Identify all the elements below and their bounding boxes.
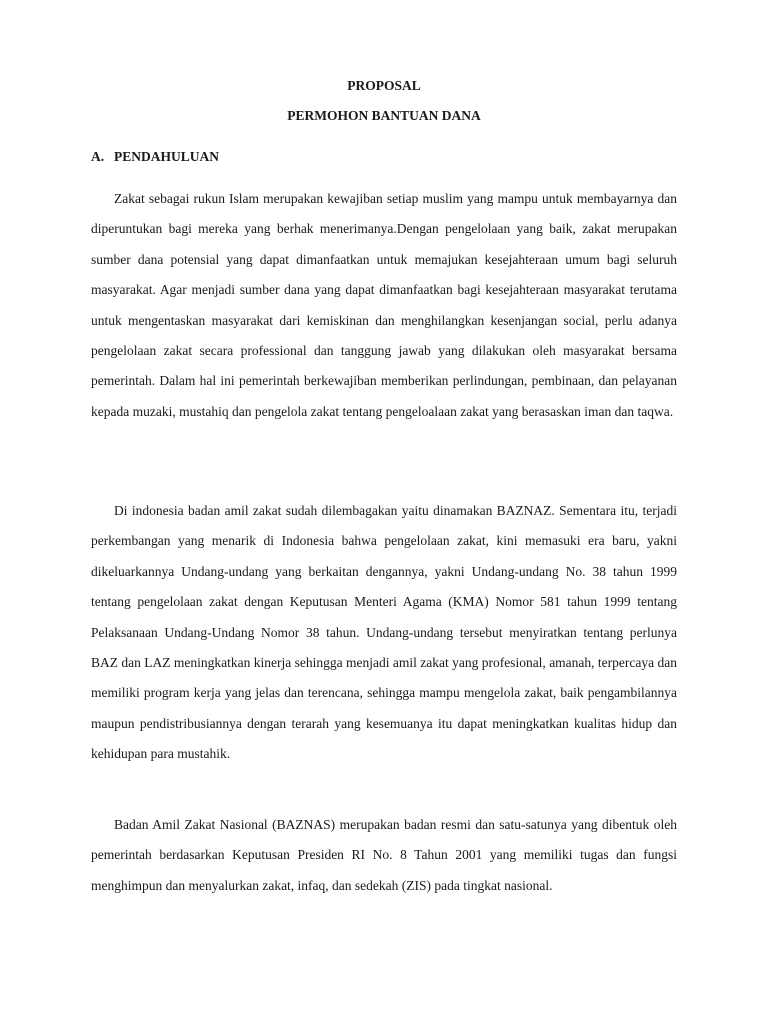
document-title: PROPOSAL bbox=[347, 78, 421, 93]
section-number: A. bbox=[91, 149, 105, 164]
paragraph-2: Di indonesia badan amil zakat sudah dilembagakan yaitu dinamakan BAZNAZ. Sementara itu, terjadi perkembangan yang menarik di Indonesia bahwa pengelolaan zakat, kini memasuki era baru, yakni dikeluarkannya Undang-undang yang berkaitan dengannya, yakni Undang-undang No. 38 tahun 1999 tentang pengelolaan zakat dengan Keputusan Menteri Agama (KMA) Nomor 581 tahun 1999 tentang Pelaksanaan Undang-Undang Nomor 38 tahun. Undang-undang tersebut menyiratkan tentang perlunya BAZ dan LAZ meningkatkan kinerja sehingga menjadi amil zakat yang profesional, amanah, terpercaya dan memiliki program kerja yang jelas dan terencana, sehingga mampu mengelola zakat, baik pengambilannya maupun pendistribusiannya dengan terarah yang kesemuanya itu dapat meningkatkan kualitas hidup dan kehidupan para mustahik. bbox=[91, 503, 677, 762]
paragraph-3: Badan Amil Zakat Nasional (BAZNAS) merupakan badan resmi dan satu-satunya yang dibentuk oleh pemerintah berdasarkan Keputusan Presiden RI No. 8 Tahun 2001 yang memiliki tugas dan fungsi menghimpun dan menyalurkan zakat, infaq, dan sedekah (ZIS) pada tingkat nasional. bbox=[91, 817, 677, 893]
document-subtitle: PERMOHON BANTUAN DANA bbox=[287, 108, 481, 123]
section-title: PENDAHULUAN bbox=[114, 149, 220, 164]
section-heading bbox=[91, 148, 219, 166]
paragraph-1: Zakat sebagai rukun Islam merupakan kewajiban setiap muslim yang mampu untuk membayarnya dan diperuntukan bagi mereka yang berhak menerimanya.Dengan pengelolaan yang baik, zakat merupakan sumber dana potensial yang dapat dimanfaatkan untuk memajukan kesejahteraan umum bagi seluruh masyarakat. Agar menjadi sumber dana yang dapat dimanfaatkan bagi kesejahteraan masyarakat terutama untuk mengentaskan masyarakat dari kemiskinan dan menghilangkan kesenjangan social, perlu adanya pengelolaan zakat secara professional dan tanggung jawab yang dilakukan oleh masyarakat bersama pemerintah. Dalam hal ini pemerintah berkewajiban memberikan perlindungan, pembinaan, dan pelayanan kepada muzaki, mustahiq dan pengelola zakat tentang pengeloalaan zakat yang berasaskan iman dan taqwa. bbox=[91, 191, 677, 419]
